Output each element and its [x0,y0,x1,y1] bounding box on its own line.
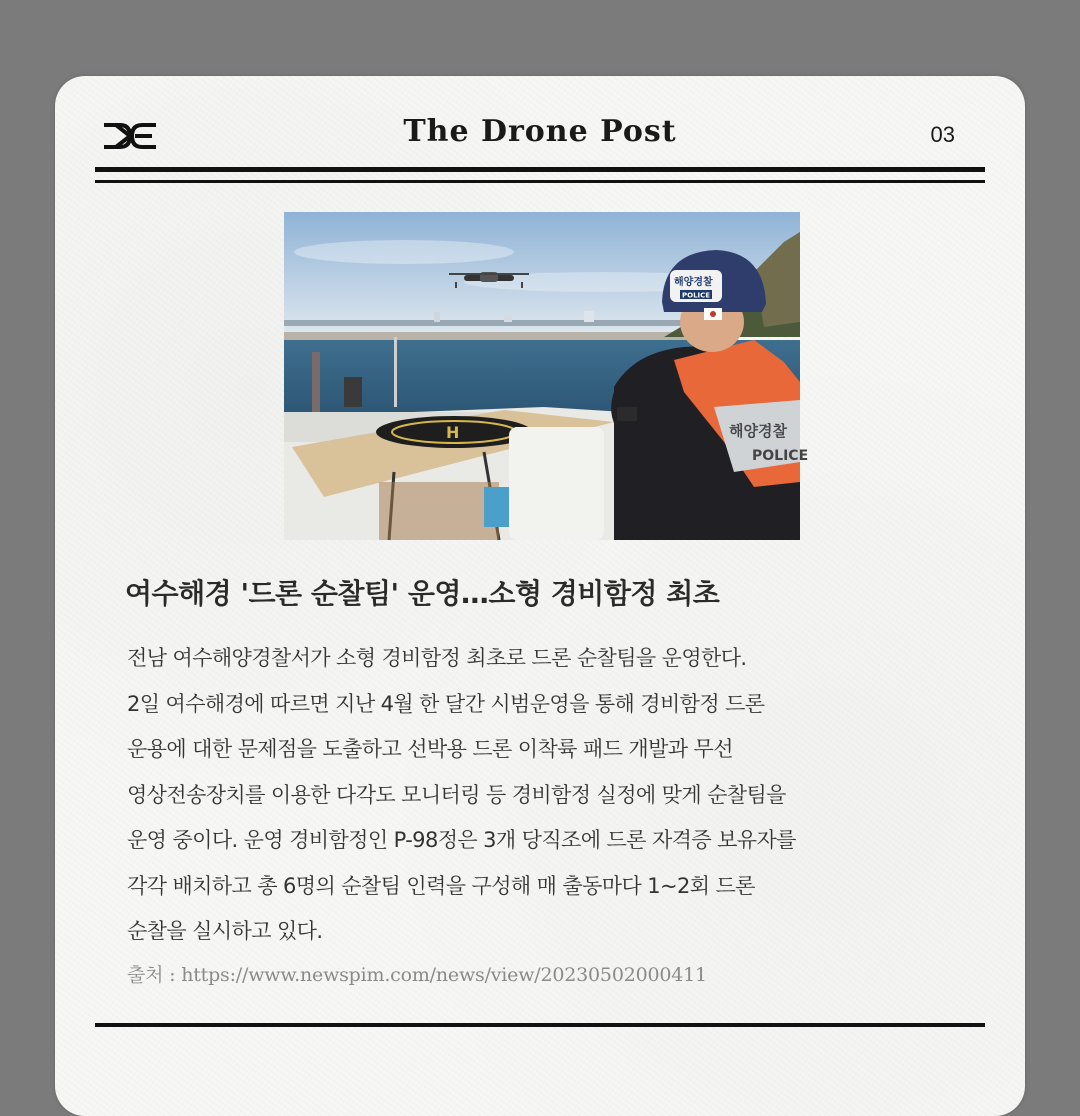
vest-police: POLICE [752,448,809,464]
page-number: 03 [930,122,955,147]
article-photo [284,212,809,540]
vest-label: 해양경찰 [729,422,787,440]
article-source: 출처 : https://www.newspim.com/news/view/20230502000411 [127,964,707,986]
body-line: 운영 중이다. 운영 경비함정인 P-98정은 3개 당직조에 드론 자격증 보유자를 [127,828,796,852]
article-headline: 여수해경 '드론 순찰팀' 운영…소형 경비함정 최초 [125,577,720,610]
body-line: 각각 배치하고 총 6명의 순찰팀 인력을 구성해 매 출동마다 1~2회 드론 [127,873,755,898]
masthead-title: The Drone Post [403,114,677,149]
svg-text:H: H [446,423,460,442]
article-body [127,636,957,955]
helmet-badge: 해양경찰 [674,277,713,288]
header-rule-thin [95,180,985,183]
header-rule-thick [95,167,985,172]
footer-rule [95,1023,985,1027]
body-line: 영상전송장치를 이용한 다각도 모니터링 등 경비함정 실정에 맞게 순찰팀을 [127,782,786,807]
body-line: 운용에 대한 문제점을 도출하고 선박용 드론 이착륙 패드 개발과 무선 [127,737,733,761]
article-card [55,76,1025,1116]
helmet-police: POLICE [682,291,711,300]
body-line: 전남 여수해양경찰서가 소형 경비함정 최초로 드론 순찰팀을 운영한다. [127,646,747,670]
body-line: 순찰을 실시하고 있다. [127,919,323,943]
body-line: 2일 여수해경에 따르면 지난 4월 한 달간 시범운영을 통해 경비함정 드론 [127,691,765,716]
